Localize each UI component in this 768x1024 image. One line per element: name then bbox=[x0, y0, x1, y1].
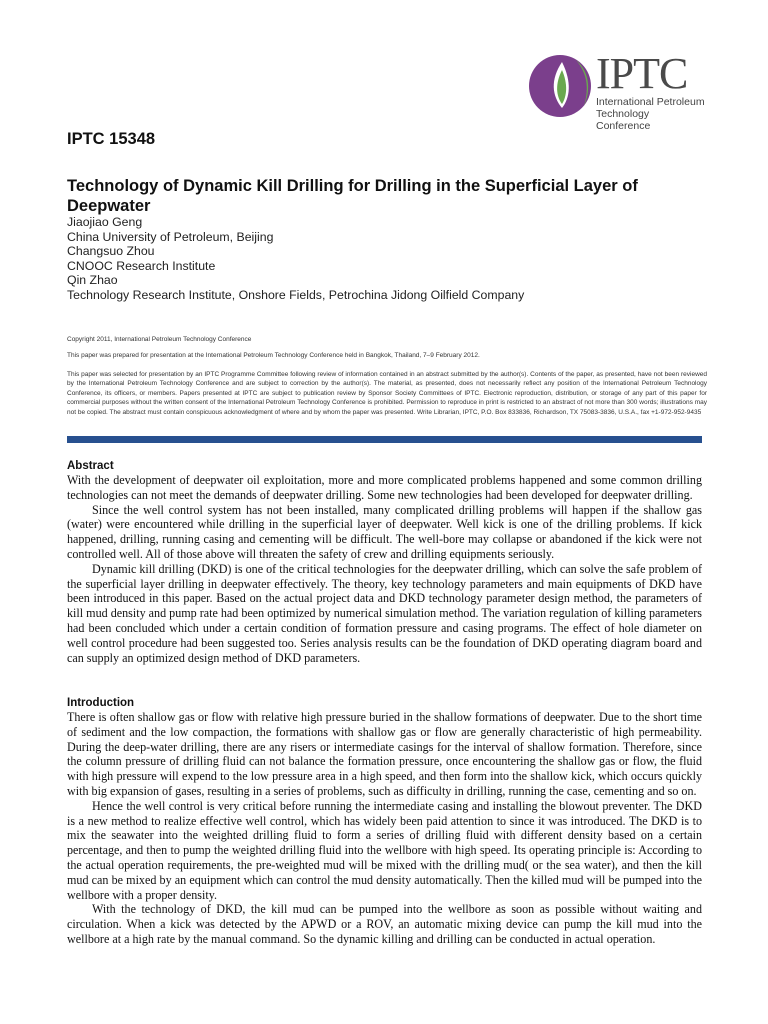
iptc-logo bbox=[526, 49, 706, 132]
paper-number: IPTC 15348 bbox=[67, 130, 156, 148]
author-affiliation: CNOOC Research Institute bbox=[67, 258, 216, 273]
logo-wordmark bbox=[596, 50, 706, 132]
introduction-section bbox=[67, 696, 702, 947]
introduction-paragraph: With the technology of DKD, the kill mud can be pumped into the wellbore as soon as possible without waiting and circulation. When a kick was detected by the APWD or a ROV, an automatic mixing device can pump the kill mud into the wellbore at a high rate by the manual command. So the dynamic killing and drilling can be conducted in actual operation. bbox=[67, 902, 702, 946]
abstract-heading: Abstract bbox=[67, 460, 114, 472]
introduction-paragraph: Hence the well control is very critical before running the intermediate casing and installing the blowout preventer. The DKD is a new method to realize effective well control, which has widely been paid attention to since it was introduced. The DKD is to mix the seawater into the weighted drilling fluid to form a series of drilling fluid with different density based on a certain percentage, and then to pump the weighted drilling fluid into the wellbore with high speed. Its operating principle is: According to the actual operation requirements, the pre-weighted mud will be mixed with the drilling mud( or the sea water), and then the kill mud can be mixed by an equipment which can control the mud density automatically. Then the killed mud will be pumped into the wellbore with a proper density. bbox=[67, 798, 702, 902]
author-affiliation: Technology Research Institute, Onshore Fields, Petrochina Jidong Oilfield Company bbox=[67, 287, 525, 302]
author-name: Qin Zhao bbox=[67, 273, 118, 288]
presentation-notice: This paper was prepared for presentation at the International Petroleum Technology Conference held in Bangkok, Thailand, 7–9 February 2012. bbox=[67, 352, 480, 359]
introduction-heading: Introduction bbox=[67, 697, 135, 709]
copyright-notice: Copyright 2011, International Petroleum Technology Conference bbox=[67, 336, 252, 343]
abstract-paragraph: Since the well control system has not been installed, many complicated drilling problems will happen if the shallow gas (water) were encountered while drilling in the superficial layer of deepwater. Well kick is one of the drilling problems. If kick happened, drilling, running casing and cementing will be difficult. The well-bore may collapse or abandoned if the kick were not controlled well. All of those above will threaten the safety of crew and drilling equipments seriously. bbox=[67, 502, 702, 561]
logo-subtitle-line-2: Technology Conference bbox=[596, 108, 651, 132]
introduction-paragraph: There is often shallow gas or flow with relative high pressure buried in the shallow formations of deepwater. Due to the short time of sediment and the low compaction, the formations with shallow gas or flow are generally characteristic of high permeability. During the deep-water drilling, there are any risers or intermediate casings for the interval of shallow formation. Therefore, since the column pressure of drilling fluid can not balance the formation pressure, once encountering the shallow gas or flow, the fluid with high pressure will expend to the low pressure area in a high speed, and then form into the shallow kick, which occurs quickly with big expansion of gases, resulting in a series of problems, such as difficulty in drilling, running the case, cementing and so on. bbox=[67, 710, 702, 798]
iptc-logo-icon bbox=[526, 50, 596, 122]
author-name: Jiaojiao Geng bbox=[67, 215, 143, 229]
author-affiliation: China University of Petroleum, Beijing bbox=[67, 229, 274, 244]
selection-disclaimer: This paper was selected for presentation by an IPTC Programme Committee following review of information contained in an abstract submitted by the author(s). Contents of the paper, as presented, have not been reviewed by the International Petroleum Technology Conference and are subject to correction by the author(s). The material, as presented, does not necessarily reflect any position of the International Petroleum Technology Conference, its officers, or members. Papers presented at IPTC are subject to publication review by Sponsor Society Committees of IPTC. Electronic reproduction, distribution, or storage of any part of this paper for commercial purposes without the written consent of the International Petroleum Technology Conference is prohibited. Permission to reproduce in print is restricted to an abstract of not more than 300 words; illustrations may not be copied. The abstract must contain conspicuous acknowledgment of where and by whom the paper was presented. Write Librarian, IPTC, P.O. Box 833836, Richardson, TX 75083-3836, U.S.A., fax +1-972-952-9435 bbox=[67, 371, 707, 416]
author-list bbox=[67, 215, 717, 303]
header-divider bbox=[67, 436, 702, 443]
abstract-paragraph: Dynamic kill drilling (DKD) is one of the critical technologies for the deepwater drilling, which can solve the safe problem of the superficial layer drilling in deepwater effectively. The theory, key technology parameters and main equipments of DKD have been introduced in this paper. Based on the actual project data and DKD technology parameter design method, the parameters of kill mud density and pump rate had been optimized by numerical simulation method. The variation regulation of killing parameters had been concluded which under a certain condition of formation pressure and casing programs. The effect of hole diameter on well control procedure had been suggested too. Series analysis results can be the foundation of DKD operating diagram board and can supply an optimized design method of DKD parameters. bbox=[67, 561, 702, 665]
abstract-section bbox=[67, 459, 702, 665]
abstract-paragraph: With the development of deepwater oil exploitation, more and more complicated problems happened and some common drilling technologies can not meet the demands of deepwater drilling. Some new technologies had been developed for deepwater drilling. bbox=[67, 473, 702, 502]
paper-title: Technology of Dynamic Kill Drilling for Drilling in the Superficial Layer of Deepwater bbox=[67, 177, 638, 215]
logo-subtitle-line-1: International Petroleum bbox=[596, 96, 705, 108]
logo-acronym: IPTC bbox=[596, 49, 688, 98]
author-name: Changsuo Zhou bbox=[67, 244, 155, 259]
